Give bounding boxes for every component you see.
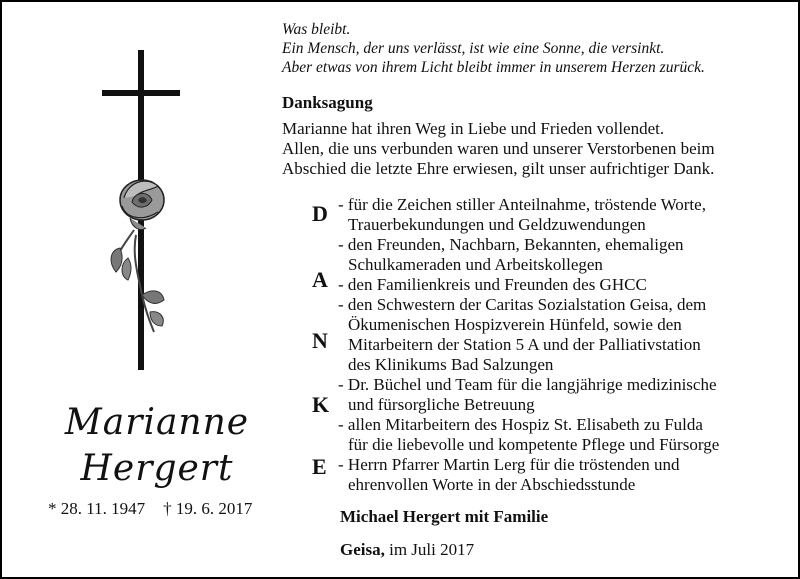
list-item-line: - den Familienkreis und Freunden des GHCC [338,275,647,294]
life-dates [48,499,252,519]
acrostic-letter-a: A [312,267,328,292]
intro-line: Abschied die letzte Ehre erwiesen, gilt unser aufrichtiger Dank. [282,159,715,178]
place-date: im Juli 2017 [389,540,475,559]
list-item-line: - den Freunden, Nachbarn, Bekannten, ehemaligen [338,235,684,254]
list-item [338,195,719,235]
thanks-list [338,195,719,495]
motto-quote [282,20,705,77]
page-title: Danksagung [282,93,373,112]
list-item-line: - für die Zeichen stiller Anteilnahme, tröstende Worte, [338,195,706,214]
motto-line: Ein Mensch, der uns verlässt, ist wie eine Sonne, die versinkt. [282,40,665,57]
intro-line: Allen, die uns verbunden waren und unserer Verstorbenen beim [282,139,715,158]
list-item-line: - den Schwestern der Caritas Sozialstation Geisa, dem [338,295,707,314]
acrostic-letter-k: K [312,392,330,417]
list-item [338,375,719,415]
acrostic-letter-n: N [312,328,328,353]
list-item-line: Mitarbeitern der Station 5 A und der Palliativstation [348,335,701,354]
list-item [338,235,719,275]
intro-line: Marianne hat ihren Weg in Liebe und Frieden vollendet. [282,119,665,138]
birth-date: * 28. 11. 1947 [48,499,146,518]
place-and-date [340,540,474,560]
list-item-line: ehrenvollen Worte in der Abschiedsstunde [348,475,636,494]
list-item-line: - allen Mitarbeitern des Hospiz St. Elisabeth zu Fulda [338,415,703,434]
list-item-line: des Klinikums Bad Salzungen [348,355,554,374]
list-item-line: Ökumenischen Hospizverein Hünfeld, sowie den [348,315,682,334]
list-item-line: - Dr. Büchel und Team für die langjährige medizinische [338,375,717,394]
list-item-line: für die liebevolle und kompetente Pflege und Fürsorge [348,435,720,454]
list-item-line: Schulkameraden und Arbeitskollegen [348,255,603,274]
list-item [338,275,719,295]
signature: Michael Hergert mit Familie [340,507,549,526]
place-town: Geisa, [340,540,385,559]
list-item [338,295,719,375]
deceased-first-name: Marianne [64,402,250,443]
list-item [338,455,719,495]
acrostic-letter-d: D [312,201,328,226]
motto-line: Aber etwas von ihrem Licht bleibt immer in unserem Herzen zurück. [282,59,705,76]
list-item [338,415,719,455]
deceased-last-name: Hergert [80,448,234,489]
list-item-line: - Herrn Pfarrer Martin Lerg für die tröstenden und [338,455,680,474]
motto-line: Was bleibt. [282,21,351,38]
intro-paragraph [282,119,715,179]
list-item-line: und fürsorgliche Betreuung [348,395,535,414]
acrostic-letter-e: E [312,454,327,479]
death-date: † 19. 6. 2017 [163,499,253,518]
cross-with-rose-illustration [102,50,192,370]
list-item-line: Trauerbekundungen und Geldzuwendungen [348,215,646,234]
